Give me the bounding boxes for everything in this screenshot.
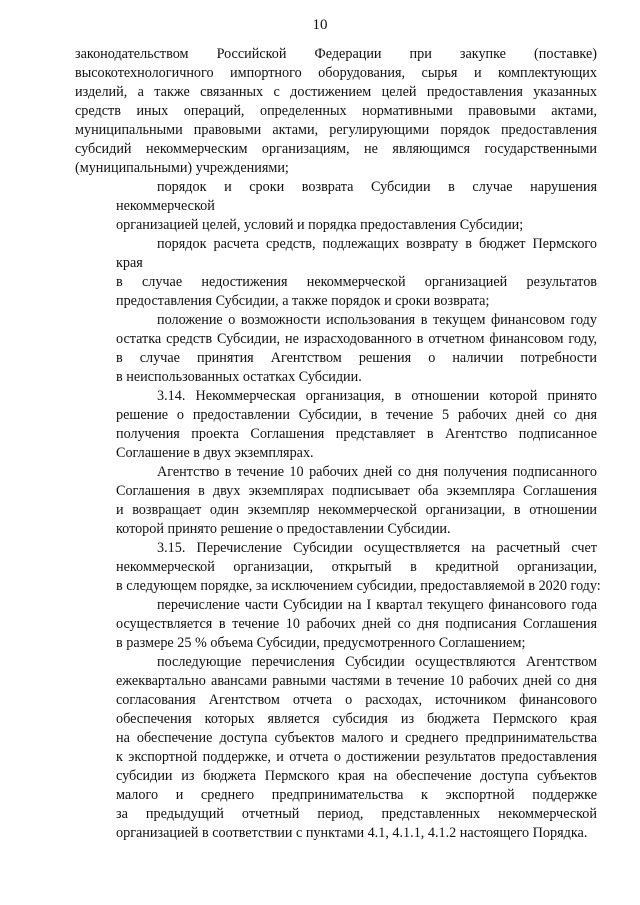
paragraph-p2 xyxy=(75,178,597,235)
text-line: в размере 25 % объема Субсидии, предусмотренного Соглашением; xyxy=(116,635,526,651)
text-line: в следующем порядке, за исключением субсидии, предоставляемой в 2020 году: xyxy=(116,578,601,594)
text-line: субсидий некоммерческим организациям, не являющимся государственными xyxy=(75,141,597,157)
text-line: за предыдущий отчетный период, представленных некоммерческой xyxy=(116,806,597,822)
text-line: высокотехнологичного импортного оборудования, сырья и комплектующих xyxy=(75,65,597,81)
text-line: ежеквартально авансами равными частями в течение 10 рабочих дней со дня xyxy=(116,673,597,689)
text-line: осуществляется в течение 10 рабочих дней со дня подписания Соглашения xyxy=(116,616,597,632)
paragraph-p5 xyxy=(75,387,597,463)
text-line: изделий, а также связанных с достижением целей предоставления указанных xyxy=(75,84,597,100)
text-line: (муниципальными) учреждениями; xyxy=(75,160,289,176)
text-line: в неиспользованных остатках Субсидии. xyxy=(116,369,362,385)
text-line: положение о возможности использования в текущем финансовом году xyxy=(157,312,597,328)
text-line: последующие перечисления Субсидии осуществляются Агентством xyxy=(157,654,597,670)
paragraph-p3 xyxy=(75,235,597,311)
text-line: решение о предоставлении Субсидии, в течение 5 рабочих дней со дня xyxy=(116,407,597,423)
paragraph-p6 xyxy=(75,463,597,539)
text-line: получения проекта Соглашения представляет в Агентство подписанное xyxy=(116,426,597,442)
text-line: на обеспечение доступа субъектов малого и среднего предпринимательства xyxy=(116,730,597,746)
text-line: перечисление части Субсидии на I квартал текущего финансового года xyxy=(157,597,597,613)
text-line: предоставления Субсидии, а также порядок и сроки возврата; xyxy=(116,293,490,309)
text-line: субсидии из бюджета Пермского края на обеспечение доступа субъектов xyxy=(116,768,597,784)
text-line: порядок расчета средств, подлежащих возврату в бюджет Пермского края xyxy=(116,236,597,271)
text-line: Агентство в течение 10 рабочих дней со дня получения подписанного xyxy=(157,464,597,480)
text-line: остатка средств Субсидии, не израсходованного в отчетном финансовом году, xyxy=(116,331,597,347)
text-line: в случае недостижения некоммерческой организацией результатов xyxy=(116,274,597,290)
text-line: и возвращает один экземпляр некоммерческой организации, в отношении xyxy=(116,502,597,518)
text-line: обеспечения которых является субсидия из бюджета Пермского края xyxy=(116,711,597,727)
text-line: в случае принятия Агентством решения о наличии потребности xyxy=(116,350,597,366)
text-line: средств иных операций, определенных нормативными правовыми актами, xyxy=(75,103,597,119)
text-line: организацией в соответствии с пунктами 4.1, 4.1.1, 4.1.2 настоящего Порядка. xyxy=(116,825,588,841)
paragraph-p4 xyxy=(75,311,597,387)
text-line: согласования Агентством отчета о расходах, источником финансового xyxy=(116,692,597,708)
text-line: 3.15. Перечисление Субсидии осуществляется на расчетный счет xyxy=(157,540,597,556)
paragraph-p8 xyxy=(75,596,597,653)
text-line: Соглашения в двух экземплярах подписывает оба экземпляра Соглашения xyxy=(116,483,597,499)
document-body xyxy=(75,45,601,843)
paragraph-p7 xyxy=(75,539,601,596)
text-line: 3.14. Некоммерческая организация, в отношении которой принято xyxy=(157,388,597,404)
paragraph-p9 xyxy=(75,653,597,843)
page-number: 10 xyxy=(312,17,328,33)
text-line: порядок и сроки возврата Субсидии в случае нарушения некоммерческой xyxy=(116,179,597,214)
text-line: законодательством Российской Федерации при закупке (поставке) xyxy=(75,46,597,62)
text-line: малого и среднего предпринимательства к экспортной поддержке xyxy=(116,787,597,803)
text-line: некоммерческой организации, открытый в кредитной организации, xyxy=(116,559,597,575)
text-line: к экспортной поддержке, и отчета о достижении результатов предоставления xyxy=(116,749,597,765)
text-line: которой принято решение о предоставлении Субсидии. xyxy=(116,521,451,537)
paragraph-p1 xyxy=(75,45,597,178)
text-line: организацией целей, условий и порядка предоставления Субсидии; xyxy=(116,217,524,233)
text-line: Соглашение в двух экземплярах. xyxy=(116,445,314,461)
text-line: муниципальными правовыми актами, регулирующими порядок предоставления xyxy=(75,122,597,138)
